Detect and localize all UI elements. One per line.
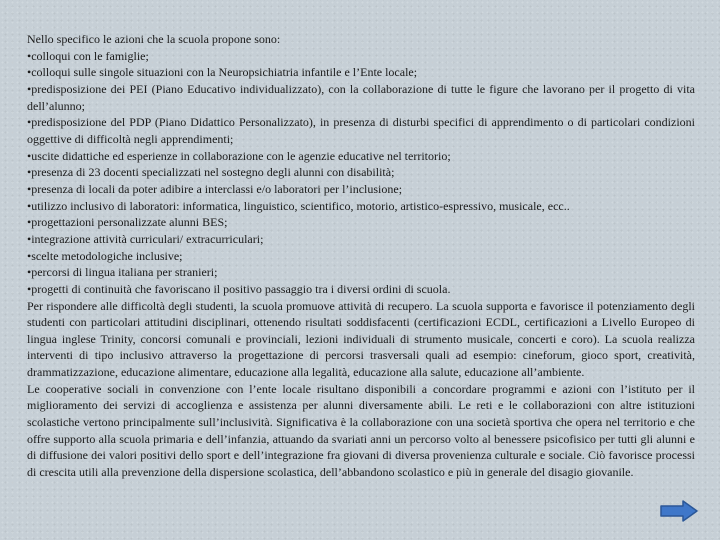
- paragraph-recovery: Per rispondere alle difficoltà degli studenti, la scuola promuove attività di recupero. La scuola supporta e favorisce il potenziamento degli studenti con particolari attitudini disciplinari, ottenendo risultati soddisfacenti (certificazioni ECDL, certificazioni a Livello Europeo di lingua inglese Trinity, concorsi comunali e provinciali, lezioni individuali di strumento musicale, concerti e coro). La scuola realizza interventi di tipo inclusivo attraverso la progettazione di percorsi trasversali quali ad esempio: cineforum, gioco sport, creatività, drammatizzazione, educazione alimentare, educazione alla legalità, educazione alla salute, educazione all’ambiente.: [27, 298, 695, 380]
- list-item: •scelte metodologiche inclusive;: [27, 248, 183, 263]
- list-item: •presenza di locali da poter adibire a interclassi e/o laboratori per l’inclusione;: [27, 181, 403, 196]
- list-item: •colloqui sulle singole situazioni con la Neuropsichiatria infantile e l’Ente locale;: [27, 65, 418, 80]
- next-slide-button[interactable]: [660, 500, 698, 522]
- arrow-right-icon: [660, 500, 698, 522]
- list-item: •uscite didattiche ed esperienze in collaborazione con le agenzie educative nel territorio;: [27, 148, 451, 163]
- list-item: •predisposizione dei PEI (Piano Educativo individualizzato), con la collaborazione di tutte le figure che lavorano per il progetto di vita dell’alunno;: [27, 81, 695, 113]
- list-item: •presenza di 23 docenti specializzati nel sostegno degli alunni con disabilità;: [27, 165, 395, 180]
- list-item: •utilizzo inclusivo di laboratori: informatica, linguistico, scientifico, motorio, artistico-espressivo, musicale, ecc..: [27, 198, 570, 213]
- list-item: •predisposizione del PDP (Piano Didattico Personalizzato), in presenza di disturbi specifici di apprendimento o di particolari condizioni oggettive di difficoltà negli apprendimenti;: [27, 115, 695, 146]
- list-item: •progettazioni personalizzate alunni BES;: [27, 215, 228, 230]
- list-item: •integrazione attività curriculari/ extracurriculari;: [27, 231, 264, 246]
- list-item: •progetti di continuità che favoriscano il positivo passaggio tra i diversi ordini di scuola.: [27, 281, 451, 296]
- list-item: •percorsi di lingua italiana per stranieri;: [27, 265, 218, 280]
- list-item: •colloqui con le famiglie;: [27, 48, 149, 63]
- intro-line: Nello specifico le azioni che la scuola propone sono:: [27, 32, 281, 46]
- slide-text: [27, 31, 695, 481]
- paragraph-cooperatives: Le cooperative sociali in convenzione con l’ente locale risultano disponibili a concordare programmi e azioni con l’istituto per il miglioramento dei servizi di accoglienza e assistenza per alunni diversamente abili. Le reti e le collaborazioni con altre istituzioni scolastiche vertono principalmente sull’inclusività. Significativa è la collaborazione con una società sportiva che opera nel territorio e che offre supporto alla scuola primaria e dell’infanzia, attuando da svariati anni un percorso volto al benessere psicofisico per tutti gli alunni e di diffusione dei valori positivi dello sport e dell’integrazione fra giovani di diversa provenienza culturale e sociale. Ciò favorisce processi di crescita utili alla prevenzione della dispersione scolastica, dell’abbandono scolastico e più in generale del disagio giovanile.: [27, 381, 695, 480]
